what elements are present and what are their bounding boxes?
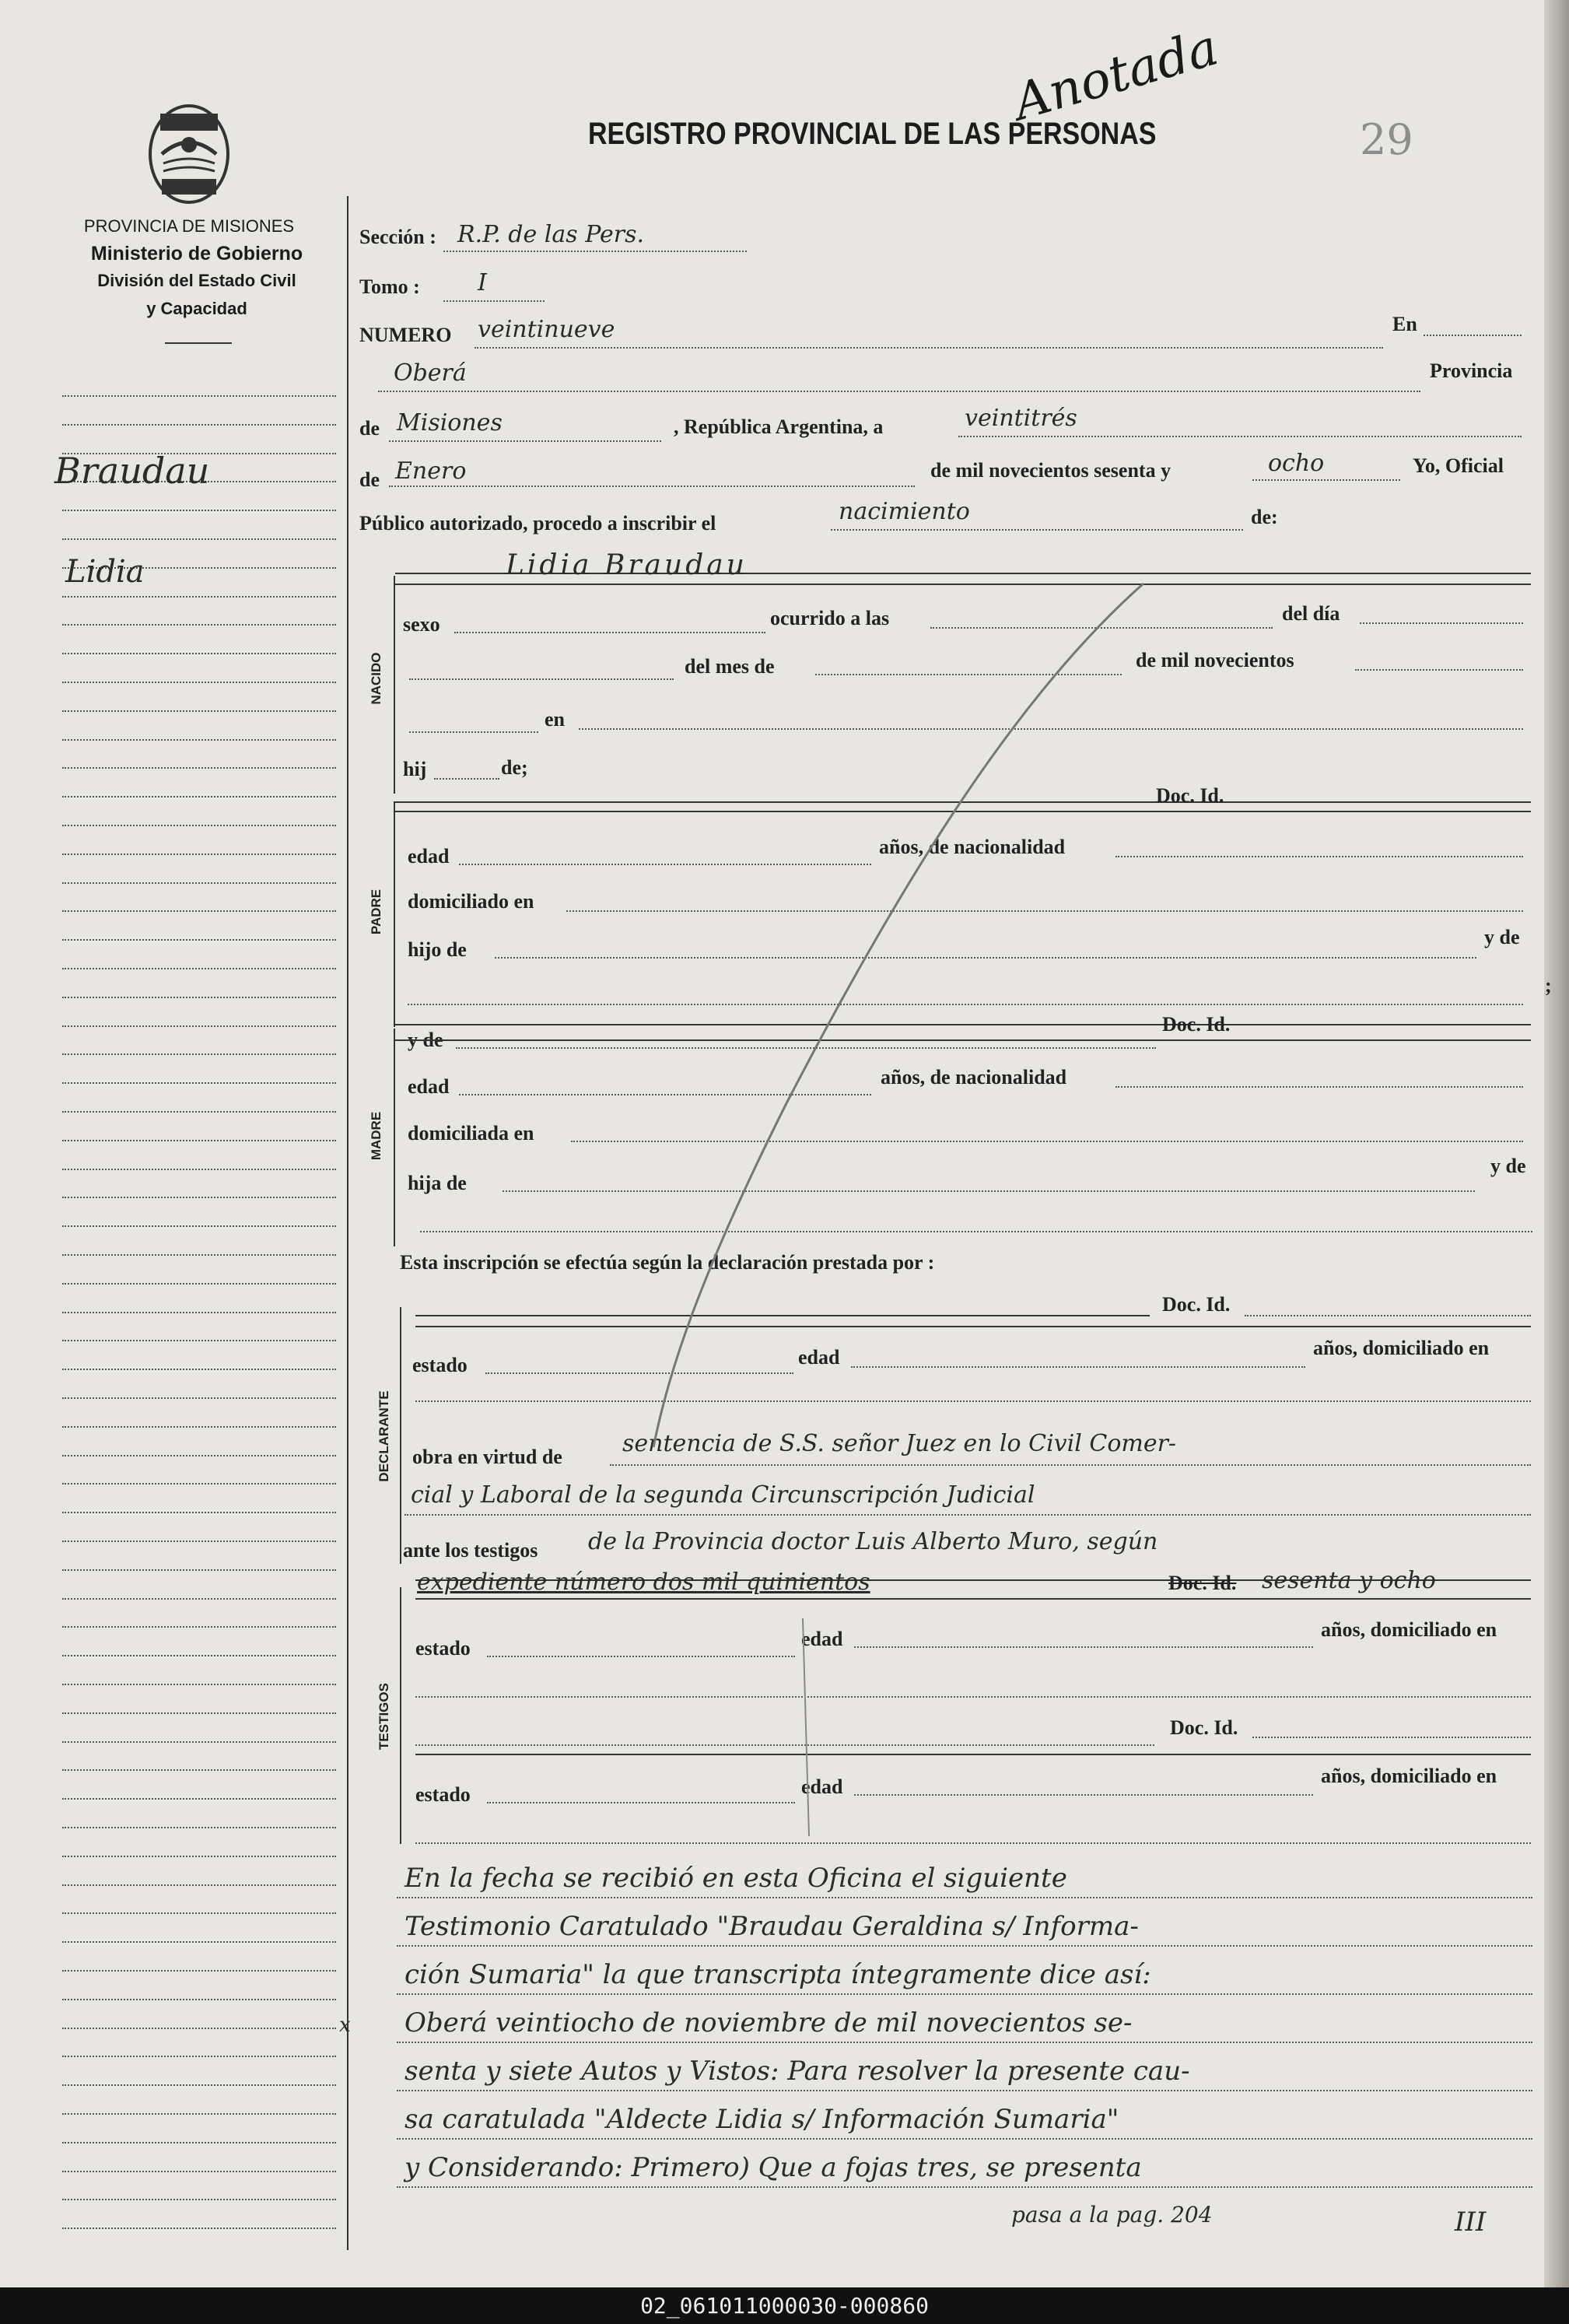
- obra-line-1: sentencia de S.S. señor Juez en lo Civil Comer-: [622, 1430, 1177, 1457]
- seccion-label: Sección :: [359, 226, 436, 248]
- testigo1-edad: edad: [801, 1628, 843, 1650]
- obra-label: obra en virtud de: [412, 1446, 562, 1468]
- note-mark: x: [339, 2014, 351, 2037]
- hij-label: hij: [403, 758, 427, 780]
- continue-note: pasa a la pag. 204: [1011, 2202, 1213, 2228]
- madre-section-label: MADRE: [369, 1111, 383, 1161]
- madre-edad-label: edad: [408, 1075, 450, 1098]
- declarante-estado: estado: [412, 1354, 468, 1376]
- note-line-5: senta y siete Autos y Vistos: Para resolver la presente cau-: [405, 2056, 1190, 2087]
- sexo-label: sexo: [403, 613, 440, 636]
- semicolon: ;: [1545, 974, 1552, 997]
- document-id-footer: 02_061011000030-000860: [0, 2287, 1569, 2324]
- padre-y-de-label: y de: [1484, 926, 1520, 948]
- declarante-section-label: DECLARANTE: [376, 1390, 391, 1482]
- doc-id-label: Doc. Id.: [1156, 784, 1224, 807]
- de-label: de: [359, 417, 380, 440]
- padre-dom-label: domiciliado en: [408, 890, 534, 913]
- en-label-2: en: [545, 708, 565, 731]
- de-colon: de:: [1251, 506, 1278, 528]
- padre-nac-label: años, de nacionalidad: [879, 836, 1066, 858]
- ocurrido-label: ocurrido a las: [770, 607, 890, 629]
- province-label: PROVINCIA DE MISIONES: [83, 216, 295, 236]
- madre-doc-id-label: Doc. Id.: [1162, 1013, 1231, 1036]
- madre-y-de2-label: y de: [1490, 1155, 1526, 1177]
- declarante-doc-id: Doc. Id.: [1162, 1293, 1231, 1316]
- provincia-label: Provincia: [1430, 359, 1513, 382]
- nacido-section-label: NACIDO: [369, 652, 383, 705]
- hijo-de-label: hijo de: [408, 938, 467, 961]
- testigos-section-label: TESTIGOS: [376, 1683, 391, 1750]
- tomo-label: Tomo :: [359, 275, 420, 298]
- testigo2-edad: edad: [801, 1775, 843, 1798]
- yo-oficial-label: Yo, Oficial: [1413, 454, 1504, 477]
- de-label-2: de: [359, 468, 380, 491]
- testigo2-anos-dom: años, domiciliado en: [1321, 1765, 1497, 1787]
- tally-mark: III: [1455, 2207, 1487, 2238]
- madre-y-de-label: y de: [408, 1029, 443, 1051]
- stamp-signature: Anotada: [1007, 19, 1224, 132]
- tomo-value: I: [478, 269, 487, 296]
- obra-line-4a: expediente número dos mil quinientos: [417, 1569, 870, 1596]
- note-line-6: sa caratulada "Aldecte Lidia s/ Información Sumaria": [405, 2104, 1119, 2135]
- note-line-1: En la fecha se recibió en esta Oficina el siguiente: [405, 1863, 1067, 1894]
- obra-line-3: de la Provincia doctor Luis Alberto Muro, según: [588, 1528, 1158, 1555]
- declarante-anos-dom: años, domiciliado en: [1313, 1337, 1490, 1359]
- page-number: 29: [1360, 115, 1413, 164]
- year-label: de mil novecientos sesenta y: [930, 459, 1171, 482]
- seccion-value: R.P. de las Pers.: [457, 221, 645, 248]
- numero-value: veintinueve: [478, 316, 615, 343]
- madre-nac-label: años, de nacionalidad: [881, 1066, 1067, 1088]
- note-line-2: Testimonio Caratulado "Braudau Geraldina s/ Informa-: [405, 1911, 1139, 1942]
- mil-nov-label: de mil novecientos: [1136, 649, 1294, 671]
- margin-surname: Braudau: [54, 450, 210, 492]
- note-line-7: y Considerando: Primero) Que a fojas tres, se presenta: [405, 2152, 1142, 2183]
- year-value: ocho: [1268, 450, 1325, 477]
- ante-testigos-label: ante los testigos: [403, 1539, 538, 1562]
- capacity-label: y Capacidad: [146, 299, 247, 318]
- note-line-3: ción Sumaria" la que transcripta íntegramente dice así:: [405, 1959, 1151, 1990]
- en-label: En: [1392, 313, 1417, 335]
- de-semicolon-label: de;: [501, 756, 528, 779]
- numero-label: NUMERO: [359, 324, 452, 346]
- note-line-4: Oberá veintiocho de noviembre de mil novecientos se-: [405, 2007, 1133, 2038]
- province-value: Misiones: [397, 409, 503, 436]
- city-value: Oberá: [394, 359, 467, 387]
- act-value: nacimiento: [839, 498, 970, 525]
- obra-line-4b: sesenta y ocho: [1262, 1567, 1436, 1594]
- testigo1-anos-dom: años, domiciliado en: [1321, 1618, 1497, 1641]
- ministry-label: Ministerio de Gobierno: [90, 243, 303, 265]
- publico-label: Público autorizado, procedo a inscribir el: [359, 512, 716, 535]
- testigo2-estado: estado: [415, 1783, 471, 1806]
- day-value: veintitrés: [965, 405, 1077, 432]
- declarante-edad: edad: [798, 1346, 840, 1369]
- testigo-doc-id: Doc. Id.: [1170, 1716, 1238, 1739]
- del-mes-label: del mes de: [685, 655, 775, 678]
- padre-edad-label: edad: [408, 845, 450, 868]
- month-value: Enero: [395, 457, 467, 485]
- hija-de-label: hija de: [408, 1172, 467, 1194]
- person-value: Lidia Braudau: [506, 549, 748, 581]
- testigo1-estado: estado: [415, 1637, 471, 1660]
- margin-name: Lidia: [65, 554, 145, 590]
- republica-label: , República Argentina, a: [674, 415, 884, 438]
- division-label: División del Estado Civil: [97, 271, 296, 290]
- del-dia-label: del día: [1282, 602, 1340, 625]
- obra-line-2: cial y Laboral de la segunda Circunscripción Judicial: [411, 1481, 1035, 1509]
- declarante-intro: Esta inscripción se efectúa según la declaración prestada por :: [400, 1251, 935, 1274]
- obra-line-4-doc-id: Doc. Id.: [1168, 1572, 1237, 1594]
- padre-section-label: PADRE: [369, 889, 383, 935]
- madre-dom-label: domiciliada en: [408, 1122, 534, 1144]
- page-title: REGISTRO PROVINCIAL DE LAS PERSONAS: [588, 117, 1157, 151]
